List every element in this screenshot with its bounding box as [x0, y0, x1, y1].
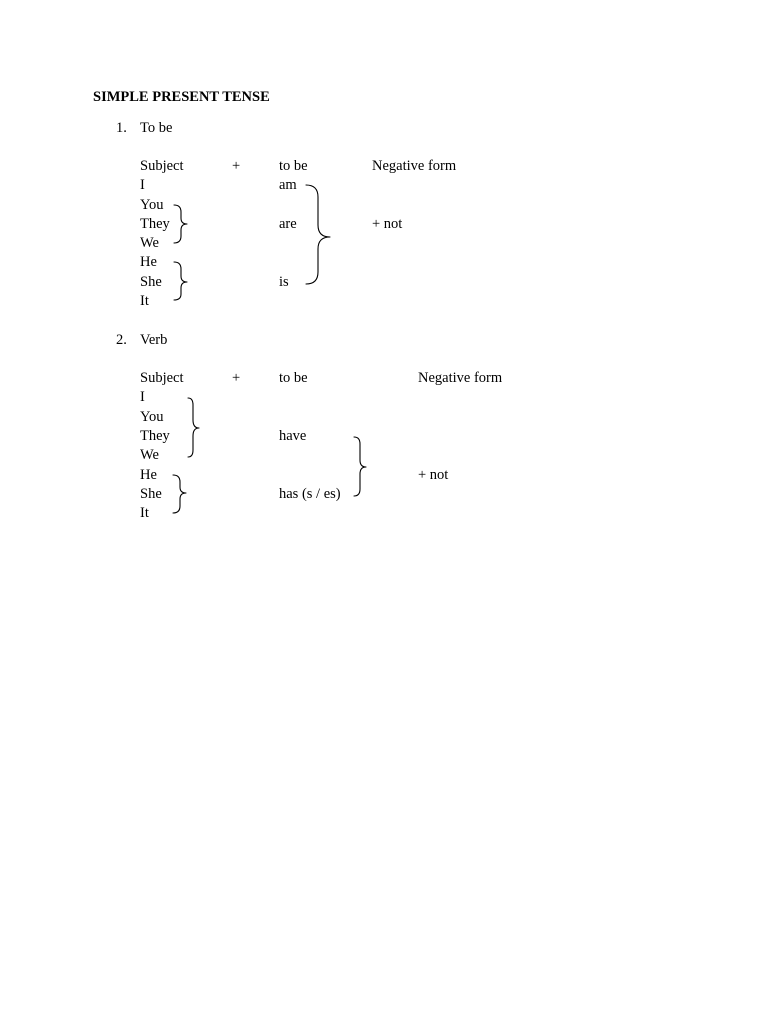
section2-brace-verbs — [354, 437, 366, 496]
section1-header-negative: Negative form — [372, 158, 457, 174]
section2-subject-they: They — [140, 428, 170, 444]
section1-header-plus: + — [232, 158, 241, 174]
section2-heading: Verb — [140, 332, 168, 348]
section2-negation: + not — [418, 467, 449, 483]
section2-subject-you: You — [140, 409, 164, 425]
section1-subject-i: I — [140, 177, 145, 193]
section1-verb-is: is — [279, 274, 289, 290]
section1-subject-it: It — [140, 293, 149, 309]
section2-verb-have: have — [279, 428, 307, 444]
section1-negation: + not — [372, 216, 403, 232]
section1-verb-are: are — [279, 216, 297, 232]
section1-verb-am: am — [279, 177, 297, 193]
section2-subject-she: She — [140, 486, 162, 502]
section1-number: 1. — [116, 120, 127, 136]
section2-brace-you-they-we — [188, 398, 199, 457]
section2-header-plus: + — [232, 370, 241, 386]
section1-brace-you-they-we — [174, 205, 187, 243]
page-title: SIMPLE PRESENT TENSE — [93, 89, 270, 105]
section1-header-tobe: to be — [279, 158, 308, 174]
section2-subject-he: He — [140, 467, 157, 483]
section2-subject-we: We — [140, 447, 159, 463]
section2-header-negative: Negative form — [418, 370, 503, 386]
section2-subject-it: It — [140, 505, 149, 521]
section1-header-subject: Subject — [140, 158, 184, 174]
section1-subject-he: He — [140, 254, 157, 270]
section1-subject-you: You — [140, 197, 164, 213]
section2-header-tobe: to be — [279, 370, 308, 386]
section1-brace-verbs — [306, 185, 330, 284]
section1-subject-she: She — [140, 274, 162, 290]
section2-number: 2. — [116, 332, 127, 348]
section2-subject-i: I — [140, 389, 145, 405]
section2-verb-has: has (s / es) — [279, 486, 341, 502]
section1-subject-they: They — [140, 216, 170, 232]
section1-heading: To be — [140, 120, 173, 136]
section2-header-subject: Subject — [140, 370, 184, 386]
section1-brace-he-she-it — [174, 262, 187, 300]
section1-subject-we: We — [140, 235, 159, 251]
section2-brace-he-she-it — [173, 475, 186, 513]
